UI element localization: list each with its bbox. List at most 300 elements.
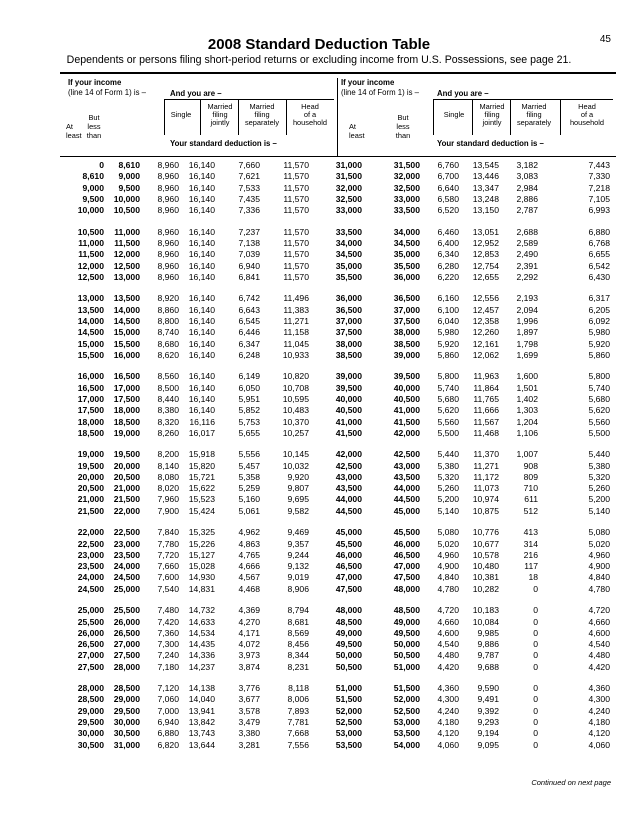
table-cell: 39,000 — [335, 371, 362, 382]
table-cell: 53,500 — [335, 739, 362, 750]
table-cell: 6,640 — [437, 182, 459, 193]
table-cell: 8,006 — [287, 694, 309, 705]
table-cell: 13,347 — [472, 182, 499, 193]
table-cell: 41,500 — [393, 416, 420, 427]
table-cell: 13,545 — [472, 160, 499, 170]
table-cell: 22,500 — [77, 538, 104, 549]
table-cell: 26,000 — [113, 616, 140, 627]
table-cell: 46,000 — [393, 538, 420, 549]
table-cell: 6,545 — [238, 315, 260, 326]
table-cell: 8,569 — [287, 627, 309, 638]
table-cell: 16,140 — [188, 182, 215, 193]
table-cell: 4,270 — [238, 616, 260, 627]
table-cell: 27,000 — [113, 639, 140, 650]
table-row — [60, 662, 335, 673]
than-label-right: than — [395, 131, 411, 140]
table-cell: 23,500 — [77, 561, 104, 572]
table-cell: 35,500 — [393, 260, 420, 271]
table-cell: 28,000 — [113, 661, 140, 672]
table-cell: 36,000 — [335, 293, 362, 304]
table-cell: 15,127 — [188, 549, 215, 560]
table-cell: 52,500 — [335, 717, 362, 728]
table-row — [60, 371, 335, 382]
table-cell: 14,534 — [188, 627, 215, 638]
table-cell: 16,140 — [188, 304, 215, 315]
table-cell: 5,951 — [238, 393, 260, 404]
table-cell: 17,500 — [77, 405, 104, 416]
table-row — [60, 639, 335, 650]
table-cell: 7,120 — [157, 683, 179, 694]
table-cell: 14,336 — [188, 650, 215, 661]
table-row — [60, 572, 335, 583]
table-cell: 7,720 — [157, 549, 179, 560]
table-cell: 5,620 — [588, 405, 610, 416]
table-row — [60, 461, 335, 472]
table-row — [60, 506, 335, 517]
table-cell: 4,360 — [588, 683, 610, 694]
table-cell: 15,721 — [188, 471, 215, 482]
table-cell: 43,500 — [393, 471, 420, 482]
table-cell: 7,336 — [238, 205, 260, 216]
table-row — [335, 160, 615, 171]
table-cell: 9,293 — [477, 717, 499, 728]
table-cell: 5,380 — [588, 460, 610, 471]
table-cell: 5,260 — [437, 483, 459, 494]
table-cell: 908 — [523, 460, 538, 471]
table-cell: 0 — [533, 650, 538, 661]
table-cell: 33,500 — [335, 226, 362, 237]
table-cell: 9,019 — [287, 572, 309, 583]
table-row — [335, 650, 615, 661]
mfj-label-1: Married — [207, 102, 233, 111]
table-cell: 0 — [533, 661, 538, 672]
table-cell: 13,941 — [188, 705, 215, 716]
table-cell: 6,400 — [437, 237, 459, 248]
table-cell: 54,000 — [393, 739, 420, 750]
table-cell: 1,996 — [516, 315, 538, 326]
table-row — [335, 293, 615, 304]
table-cell: 2,490 — [516, 249, 538, 260]
table-cell: 8,960 — [157, 271, 179, 282]
table-cell: 4,900 — [437, 561, 459, 572]
table-cell: 5,320 — [588, 471, 610, 482]
but-label: But — [88, 113, 100, 122]
table-cell: 10,381 — [472, 572, 499, 583]
table-cell: 8,960 — [157, 205, 179, 216]
table-cell: 5,140 — [588, 505, 610, 516]
least-label: least — [66, 131, 82, 140]
table-cell: 41,000 — [393, 405, 420, 416]
table-row — [335, 460, 615, 472]
table-cell: 37,000 — [393, 304, 420, 315]
table-cell: 4,072 — [238, 639, 260, 650]
table-row — [335, 728, 615, 739]
table-cell: 5,440 — [588, 449, 610, 460]
table-cell: 4,600 — [437, 627, 459, 638]
table-row — [335, 315, 615, 327]
mfs-label-right-2: filing — [526, 110, 542, 119]
table-cell: 8,906 — [287, 583, 309, 594]
table-cell: 44,000 — [393, 483, 420, 494]
left-header-sep-3 — [238, 99, 239, 135]
table-cell: 13,743 — [188, 728, 215, 739]
table-row — [335, 538, 615, 550]
right-table — [335, 160, 615, 761]
table-cell: 11,468 — [473, 427, 499, 438]
table-cell: 25,000 — [113, 583, 140, 594]
table-cell: 1,402 — [516, 393, 538, 404]
table-cell: 12,000 — [113, 249, 140, 260]
table-row — [335, 449, 615, 460]
mfs-label-2: filing — [254, 110, 270, 119]
page-title: 2008 Standard Deduction Table — [207, 36, 431, 53]
table-cell: 23,000 — [113, 538, 140, 549]
table-cell: 46,500 — [393, 549, 420, 560]
table-cell: 38,000 — [393, 327, 420, 338]
table-cell: 0 — [533, 739, 538, 750]
table-cell: 9,000 — [82, 182, 104, 193]
table-cell: 47,500 — [393, 572, 420, 583]
table-cell: 29,500 — [113, 705, 140, 716]
table-cell: 10,000 — [113, 193, 140, 204]
table-row — [60, 316, 335, 327]
table-cell: 2,787 — [516, 205, 538, 216]
table-cell: 7,840 — [157, 527, 179, 538]
table-row — [335, 327, 615, 338]
table-cell: 29,500 — [77, 717, 104, 728]
table-cell: 11,864 — [473, 382, 499, 393]
table-cell: 11,500 — [78, 249, 104, 260]
table-cell: 6,280 — [437, 260, 459, 271]
table-cell: 15,500 — [77, 349, 104, 360]
table-cell: 9,590 — [477, 683, 499, 694]
table-cell: 45,500 — [393, 527, 420, 538]
table-cell: 51,500 — [393, 683, 420, 694]
table-cell: 5,140 — [437, 505, 459, 516]
table-cell: 5,200 — [437, 494, 459, 505]
table-cell: 6,880 — [588, 226, 610, 237]
table-cell: 50,500 — [393, 650, 420, 661]
table-cell: 48,000 — [393, 583, 420, 594]
table-cell: 18,500 — [113, 416, 140, 427]
table-row — [335, 572, 615, 583]
table-cell: 32,000 — [335, 182, 362, 193]
table-cell: 4,960 — [437, 549, 459, 560]
table-cell: 710 — [523, 483, 538, 494]
table-cell: 4,660 — [588, 616, 610, 627]
table-cell: 5,560 — [588, 416, 610, 427]
table-cell: 14,930 — [188, 572, 215, 583]
table-cell: 8,260 — [157, 427, 179, 438]
table-cell: 45,500 — [335, 538, 362, 549]
table-cell: 21,500 — [77, 505, 104, 516]
table-cell: 35,000 — [335, 260, 362, 271]
table-cell: 10,282 — [472, 583, 499, 594]
table-cell: 11,000 — [114, 226, 140, 237]
table-cell: 5,920 — [588, 338, 610, 349]
table-cell: 16,140 — [188, 327, 215, 338]
table-cell: 28,000 — [77, 683, 104, 694]
less-label: less — [87, 122, 101, 131]
table-row — [335, 527, 615, 538]
table-cell: 44,000 — [335, 494, 362, 505]
table-cell: 34,500 — [335, 249, 362, 260]
single-label-right: Single — [443, 110, 465, 119]
table-cell: 10,820 — [282, 371, 309, 382]
table-cell: 5,358 — [238, 471, 260, 482]
left-table — [60, 160, 335, 761]
table-cell: 34,000 — [335, 237, 362, 248]
table-cell: 31,500 — [393, 160, 420, 170]
if-income-label-right: If your income — [341, 78, 395, 87]
row-group — [60, 371, 335, 439]
table-row — [60, 494, 335, 505]
table-cell: 2,391 — [516, 260, 538, 271]
table-cell: 3,874 — [238, 661, 260, 672]
table-cell: 9,582 — [287, 505, 309, 516]
row-group — [60, 605, 335, 673]
table-row — [60, 449, 335, 460]
table-cell: 8,960 — [157, 260, 179, 271]
table-cell: 11,500 — [114, 237, 140, 248]
table-row — [335, 717, 615, 728]
table-cell: 32,500 — [393, 182, 420, 193]
table-cell: 19,500 — [113, 449, 140, 460]
table-cell: 17,000 — [113, 382, 140, 393]
if-income-line-label-right: (line 14 of Form 1) is – — [341, 88, 419, 97]
table-row — [335, 494, 615, 505]
mfj-label-3: jointly — [210, 118, 230, 127]
right-header-sep-1 — [433, 99, 434, 135]
table-cell: 8,344 — [287, 650, 309, 661]
table-cell: 14,500 — [113, 315, 140, 326]
table-cell: 3,578 — [238, 705, 260, 716]
table-cell: 47,000 — [393, 561, 420, 572]
table-cell: 5,680 — [437, 393, 459, 404]
table-cell: 48,500 — [335, 616, 362, 627]
table-cell: 8,231 — [287, 661, 309, 672]
table-cell: 11,383 — [283, 304, 309, 315]
table-cell: 8,140 — [157, 460, 179, 471]
table-cell: 11,073 — [473, 483, 499, 494]
table-row — [335, 416, 615, 428]
table-cell: 7,780 — [157, 538, 179, 549]
table-cell: 7,480 — [157, 605, 179, 616]
table-cell: 16,017 — [188, 427, 215, 438]
table-cell: 4,300 — [437, 694, 459, 705]
table-cell: 2,984 — [516, 182, 538, 193]
table-cell: 0 — [99, 160, 104, 170]
table-cell: 8,456 — [287, 639, 309, 650]
table-row — [335, 627, 615, 639]
table-cell: 12,853 — [472, 249, 499, 260]
continued-note: Continued on next page — [531, 778, 611, 787]
table-cell: 15,028 — [188, 561, 215, 572]
table-cell: 6,542 — [588, 260, 610, 271]
table-cell: 10,933 — [282, 349, 309, 360]
table-row — [60, 550, 335, 561]
table-row — [335, 427, 615, 439]
table-cell: 4,666 — [238, 561, 260, 572]
table-cell: 4,780 — [437, 583, 459, 594]
table-cell: 16,140 — [188, 249, 215, 260]
table-row — [335, 226, 615, 238]
table-cell: 3,380 — [238, 728, 260, 739]
table-cell: 6,347 — [238, 338, 260, 349]
table-cell: 10,677 — [472, 538, 499, 549]
table-cell: 42,000 — [335, 449, 362, 460]
table-cell: 53,500 — [393, 728, 420, 739]
table-cell: 33,500 — [393, 205, 420, 216]
table-cell: 16,140 — [188, 237, 215, 248]
table-cell: 4,840 — [437, 572, 459, 583]
table-cell: 9,920 — [287, 471, 309, 482]
table-cell: 16,140 — [188, 382, 215, 393]
row-group — [60, 160, 335, 216]
table-cell: 8,610 — [118, 160, 140, 170]
table-cell: 11,765 — [473, 393, 499, 404]
page-number: 45 — [599, 34, 611, 45]
table-cell: 42,500 — [393, 449, 420, 460]
table-cell: 26,500 — [113, 627, 140, 638]
table-cell: 8,740 — [157, 327, 179, 338]
top-rule — [60, 72, 616, 74]
table-cell: 10,974 — [472, 494, 499, 505]
table-cell: 11,570 — [283, 237, 309, 248]
table-row — [60, 160, 335, 171]
table-cell: 5,500 — [437, 427, 459, 438]
but-label-right: But — [397, 113, 409, 122]
table-cell: 15,918 — [188, 449, 215, 460]
table-cell: 5,740 — [437, 382, 459, 393]
table-cell: 1,798 — [516, 338, 538, 349]
table-cell: 8,960 — [157, 171, 179, 182]
table-cell: 19,000 — [77, 449, 104, 460]
table-cell: 24,500 — [113, 572, 140, 583]
table-row — [335, 193, 615, 205]
table-cell: 30,500 — [77, 739, 104, 750]
table-cell: 5,860 — [437, 349, 459, 360]
table-cell: 7,330 — [588, 171, 610, 182]
table-cell: 31,500 — [335, 171, 362, 182]
table-cell: 8,020 — [157, 483, 179, 494]
table-cell: 53,000 — [335, 728, 362, 739]
row-group — [335, 160, 615, 216]
table-cell: 48,500 — [393, 605, 420, 616]
table-cell: 8,080 — [157, 471, 179, 482]
table-cell: 20,000 — [113, 460, 140, 471]
table-cell: 5,800 — [588, 371, 610, 382]
table-cell: 15,424 — [188, 505, 215, 516]
table-cell: 16,140 — [188, 315, 215, 326]
table-cell: 5,655 — [238, 427, 260, 438]
table-cell: 13,051 — [472, 226, 499, 237]
table-cell: 11,496 — [283, 293, 309, 304]
table-row — [60, 293, 335, 304]
table-cell: 8,118 — [288, 683, 309, 694]
table-cell: 4,540 — [588, 639, 610, 650]
table-cell: 4,369 — [238, 605, 260, 616]
table-cell: 12,500 — [77, 271, 104, 282]
table-cell: 216 — [523, 549, 538, 560]
table-cell: 7,060 — [157, 694, 179, 705]
table-cell: 21,000 — [77, 494, 104, 505]
table-cell: 34,000 — [393, 226, 420, 237]
table-cell: 43,000 — [393, 460, 420, 471]
table-row — [60, 539, 335, 550]
table-cell: 10,875 — [472, 505, 499, 516]
table-cell: 5,160 — [238, 494, 260, 505]
table-cell: 13,150 — [472, 205, 499, 216]
table-cell: 21,000 — [113, 483, 140, 494]
table-cell: 15,622 — [188, 483, 215, 494]
table-cell: 5,620 — [437, 405, 459, 416]
table-cell: 16,140 — [188, 171, 215, 182]
table-cell: 25,000 — [77, 605, 104, 616]
table-cell: 12,260 — [472, 327, 499, 338]
table-cell: 6,149 — [238, 371, 260, 382]
hoh-label-right-2: of a — [580, 110, 594, 119]
table-row — [335, 171, 615, 182]
table-row — [335, 405, 615, 416]
table-cell: 6,317 — [588, 293, 610, 304]
table-cell: 12,556 — [472, 293, 499, 304]
table-cell: 9,695 — [287, 494, 309, 505]
table-cell: 6,040 — [437, 315, 459, 326]
table-row — [60, 561, 335, 572]
table-cell: 8,610 — [82, 171, 104, 182]
table-row — [60, 417, 335, 428]
table-cell: 6,100 — [437, 304, 459, 315]
table-row — [60, 706, 335, 717]
table-cell: 13,248 — [472, 193, 499, 204]
table-cell: 7,138 — [238, 237, 260, 248]
table-cell: 6,742 — [238, 293, 260, 304]
table-cell: 8,681 — [287, 616, 309, 627]
your-deduction-label: Your standard deduction is – — [170, 139, 277, 148]
table-cell: 11,172 — [473, 471, 499, 482]
table-row — [335, 694, 615, 705]
table-cell: 4,171 — [238, 627, 260, 638]
table-cell: 7,360 — [157, 627, 179, 638]
table-cell: 49,500 — [335, 639, 362, 650]
table-row — [335, 583, 615, 595]
table-cell: 30,000 — [77, 728, 104, 739]
table-cell: 0 — [533, 627, 538, 638]
table-cell: 5,560 — [437, 416, 459, 427]
table-cell: 4,900 — [588, 561, 610, 572]
row-group — [335, 226, 615, 283]
table-cell: 4,567 — [238, 572, 260, 583]
table-cell: 34,500 — [393, 237, 420, 248]
table-row — [60, 405, 335, 416]
table-cell: 42,500 — [335, 460, 362, 471]
table-cell: 35,500 — [335, 271, 362, 282]
table-cell: 18,000 — [77, 416, 104, 427]
table-cell: 41,000 — [335, 416, 362, 427]
table-cell: 7,105 — [588, 193, 610, 204]
table-cell: 2,589 — [516, 237, 538, 248]
table-cell: 15,820 — [188, 460, 215, 471]
row-group — [335, 527, 615, 595]
table-cell: 51,500 — [335, 694, 362, 705]
left-header-sep-2 — [200, 99, 201, 135]
table-row — [335, 683, 615, 694]
table-row — [60, 238, 335, 249]
table-row — [60, 617, 335, 628]
table-cell: 14,138 — [188, 683, 215, 694]
table-cell: 21,500 — [113, 494, 140, 505]
